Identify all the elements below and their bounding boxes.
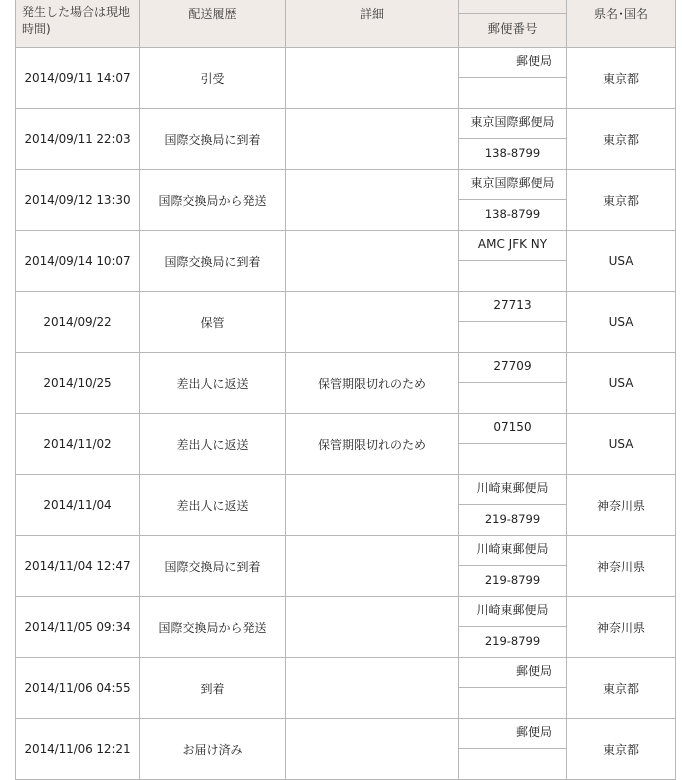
cell-detail — [286, 597, 459, 658]
cell-history: 差出人に返送 — [140, 353, 286, 414]
cell-date: 2014/11/05 09:34 — [16, 597, 140, 658]
cell-postal — [459, 719, 567, 780]
table-row — [16, 475, 676, 536]
header-row — [16, 0, 676, 48]
cell-prefecture: USA — [567, 414, 676, 475]
cell-zip-code: 219-8799 — [484, 634, 541, 648]
table-row — [16, 292, 676, 353]
table-row — [16, 597, 676, 658]
cell-date: 2014/11/02 — [16, 414, 140, 475]
cell-office-name: 東京国際郵便局 — [459, 170, 566, 200]
cell-detail — [286, 292, 459, 353]
cell-date: 2014/09/11 22:03 — [16, 109, 140, 170]
cell-detail: 保管期限切れのため — [286, 414, 459, 475]
cell-postal — [459, 597, 567, 658]
cell-history: 国際交換局に到着 — [140, 536, 286, 597]
table-row — [16, 109, 676, 170]
cell-office-name: 東京国際郵便局 — [459, 109, 566, 139]
table-row — [16, 231, 676, 292]
header-date-line2: 時間) — [22, 22, 51, 36]
cell-date: 2014/09/12 13:30 — [16, 170, 140, 231]
cell-prefecture: 東京都 — [567, 48, 676, 109]
cell-prefecture: 東京都 — [567, 719, 676, 780]
cell-history: 差出人に返送 — [140, 414, 286, 475]
header-prefecture: 県名･国名 — [567, 0, 676, 48]
cell-zip-code: 138-8799 — [484, 207, 541, 221]
cell-date: 2014/09/22 — [16, 292, 140, 353]
header-date — [16, 0, 140, 48]
cell-prefecture: 神奈川県 — [567, 475, 676, 536]
cell-postal — [459, 231, 567, 292]
cell-postal — [459, 414, 567, 475]
cell-detail — [286, 48, 459, 109]
header-history: 配送履歴 — [140, 0, 286, 48]
cell-history: 国際交換局に到着 — [140, 109, 286, 170]
cell-date: 2014/11/04 12:47 — [16, 536, 140, 597]
cell-office-name: AMC JFK NY — [459, 231, 566, 261]
header-detail: 詳細 — [286, 0, 459, 48]
cell-date: 2014/10/25 — [16, 353, 140, 414]
cell-office-name: 川崎東郵便局 — [459, 536, 566, 566]
cell-date: 2014/09/11 14:07 — [16, 48, 140, 109]
cell-history: 引受 — [140, 48, 286, 109]
cell-office-name: 川崎東郵便局 — [459, 475, 566, 505]
cell-detail — [286, 475, 459, 536]
table-row — [16, 170, 676, 231]
cell-office-name: 郵便局 — [459, 48, 566, 78]
cell-history: 到着 — [140, 658, 286, 719]
cell-detail: 保管期限切れのため — [286, 353, 459, 414]
cell-office-name: 郵便局 — [459, 658, 566, 688]
cell-date: 2014/11/06 04:55 — [16, 658, 140, 719]
cell-detail — [286, 536, 459, 597]
cell-history: お届け済み — [140, 719, 286, 780]
cell-zip-code: 219-8799 — [484, 573, 541, 587]
cell-postal — [459, 536, 567, 597]
cell-prefecture: 神奈川県 — [567, 597, 676, 658]
cell-date: 2014/11/06 12:21 — [16, 719, 140, 780]
cell-office-name: 07150 — [459, 414, 566, 444]
cell-postal — [459, 109, 567, 170]
cell-history: 国際交換局から発送 — [140, 170, 286, 231]
table-row — [16, 48, 676, 109]
cell-detail — [286, 170, 459, 231]
cell-postal — [459, 658, 567, 719]
cell-prefecture: 神奈川県 — [567, 536, 676, 597]
cell-prefecture: 東京都 — [567, 170, 676, 231]
cell-zip-code — [459, 261, 566, 291]
cell-detail — [286, 719, 459, 780]
cell-prefecture: USA — [567, 292, 676, 353]
cell-prefecture: USA — [567, 231, 676, 292]
tracking-history-table — [15, 0, 676, 780]
cell-office-name: 川崎東郵便局 — [459, 597, 566, 627]
header-postal-code: 郵便番号 — [487, 21, 538, 36]
table-row — [16, 536, 676, 597]
cell-zip-code — [459, 383, 566, 413]
cell-history: 差出人に返送 — [140, 475, 286, 536]
table-row — [16, 353, 676, 414]
cell-zip-code — [459, 444, 566, 474]
header-date-line1: 発生した場合は現地 — [22, 5, 131, 19]
cell-prefecture: 東京都 — [567, 109, 676, 170]
cell-office-name: 27709 — [459, 353, 566, 383]
cell-zip-code — [459, 78, 566, 108]
cell-postal — [459, 170, 567, 231]
cell-zip-code: 138-8799 — [484, 146, 541, 160]
table-row — [16, 658, 676, 719]
cell-detail — [286, 658, 459, 719]
cell-prefecture: 東京都 — [567, 658, 676, 719]
cell-prefecture: USA — [567, 353, 676, 414]
header-office-sub — [459, 0, 566, 14]
cell-zip-code — [459, 749, 566, 779]
cell-zip-code — [459, 688, 566, 718]
cell-date: 2014/09/14 10:07 — [16, 231, 140, 292]
cell-office-name: 郵便局 — [459, 719, 566, 749]
cell-history: 国際交換局に到着 — [140, 231, 286, 292]
cell-detail — [286, 109, 459, 170]
cell-postal — [459, 353, 567, 414]
cell-detail — [286, 231, 459, 292]
cell-zip-code: 219-8799 — [484, 512, 541, 526]
table-row — [16, 719, 676, 780]
cell-history: 国際交換局から発送 — [140, 597, 286, 658]
cell-zip-code — [459, 322, 566, 352]
cell-history: 保管 — [140, 292, 286, 353]
cell-postal — [459, 292, 567, 353]
cell-postal — [459, 475, 567, 536]
cell-date: 2014/11/04 — [16, 475, 140, 536]
cell-office-name: 27713 — [459, 292, 566, 322]
table-row — [16, 414, 676, 475]
header-postal — [459, 0, 567, 48]
cell-postal — [459, 48, 567, 109]
